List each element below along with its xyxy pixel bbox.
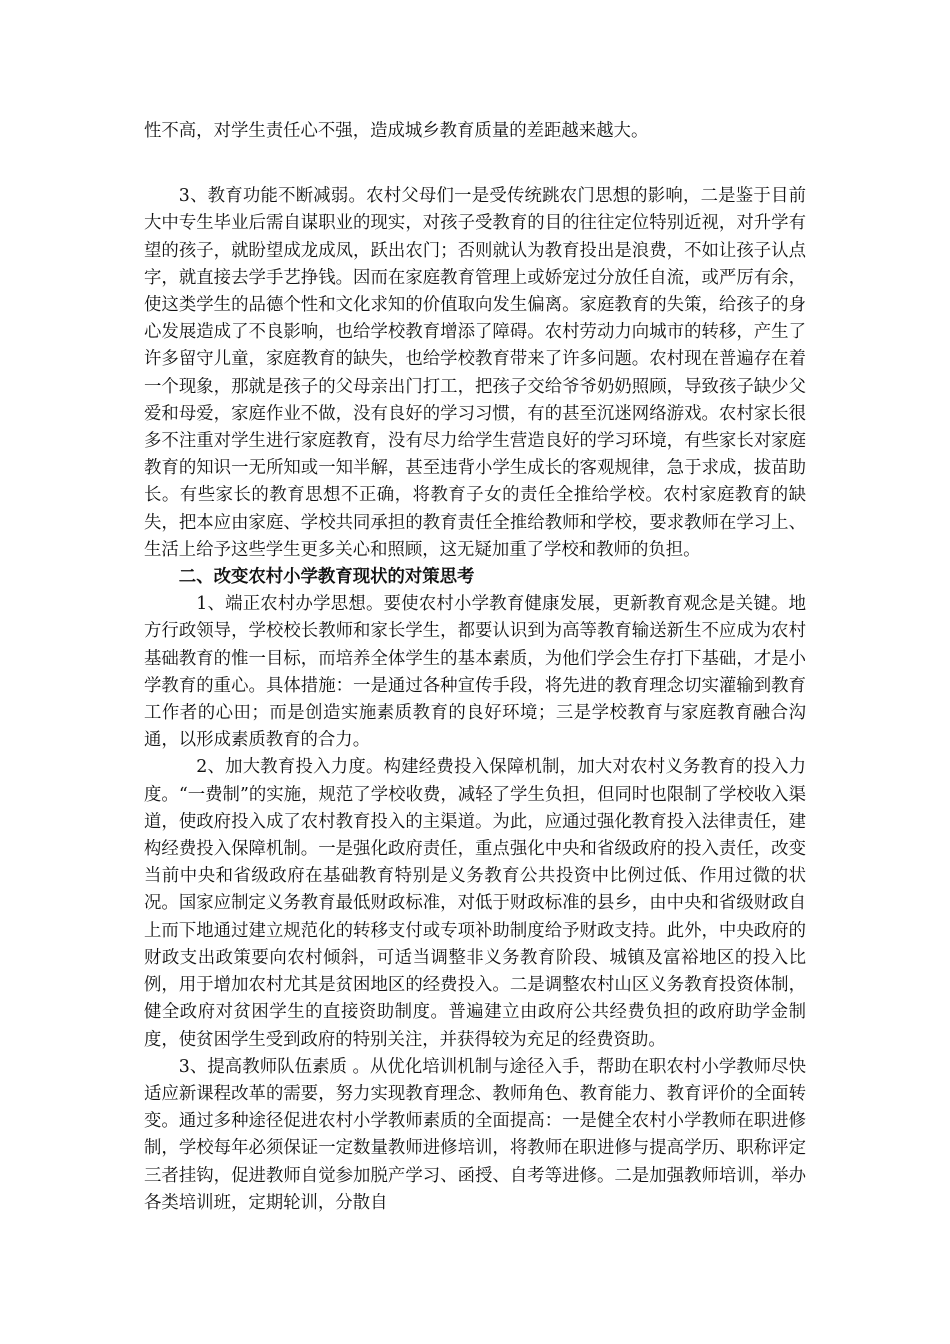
paragraph-continued: 性不高，对学生责任心不强，造成城乡教育质量的差距越来越大。 bbox=[144, 121, 649, 141]
paragraph-school-philosophy: 1、端正农村办学思想。要使农村小学教育健康发展，更新教育观念是关键。地方行政领导，学校校长教师和家长学生，都要认识到为高等教育输送新生不应成为农村基础教育的惟一目标，而培养全体学生的基本素质，为他们学会生存打下基础，才是小学教育的重心。具体措施：一是通过各种宣传手段，将先进的教育理念切实灌输到教育工作者的心田；而是创造实施素质教育的良好环境；三是学校教育与家庭教育融合沟通，以形成素质教育的合力。 bbox=[144, 594, 806, 751]
document-page bbox=[144, 118, 806, 1217]
paragraph-education-function: 3、教育功能不断减弱。农村父母们一是受传统跳农门思想的影响，二是鉴于目前大中专生毕业后需自谋职业的现实，对孩子受教育的目的往往定位特别近视，对升学有望的孩子，就盼望成龙成凤，跃出农门；否则就认为教育投出是浪费，不如让孩子认点字，就直接去学手艺挣钱。因而在家庭教育管理上或娇宠过分放任自流，或严厉有余，使这类学生的品德个性和文化求知的价值取向发生偏离。家庭教育的失策，给孩子的身心发展造成了不良影响，也给学校教育增添了障碍。农村劳动力向城市的转移，产生了许多留守儿童，家庭教育的缺失，也给学校教育带来了许多问题。农村现在普遍存在着一个现象，那就是孩子的父母亲出门打工，把孩子交给爷爷奶奶照顾，导致孩子缺少父爱和母爱，家庭作业不做，没有良好的学习习惯，有的甚至沉迷网络游戏。农村家长很多不注重对学生进行家庭教育，没有尽力给学生营造良好的学习环境，有些家长对家庭教育的知识一无所知或一知半解，甚至违背小学生成长的客观规律，急于求成，拔苗助长。有些家长的教育思想不正确，将教育子女的责任全推给学校。农村家庭教育的缺失，把本应由家庭、学校共同承担的教育责任全推给教师和学校，要求教师在学习上、生活上给予这些学生更多关心和照顾，这无疑加重了学校和教师的负担。 bbox=[144, 186, 806, 560]
paragraph-teacher-quality: 3、提高教师队伍素质 。从优化培训机制与途径入手，帮助在职农村小学教师尽快适应新课程改革的需要，努力实现教育理念、教师角色、教育能力、教育评价的全面转变。通过多种途径促进农村小学教师素质的全面提高：一是健全农村小学教师在职进修制，学校每年必须保证一定数量教师进修培训，将教师在职进修与提高学历、职称评定三者挂钩，促进教师自觉参加脱产学习、函授、自考等进修。二是加强教师培训，举办各类培训班，定期轮训，分散自 bbox=[144, 1056, 806, 1213]
section-heading: 二、改变农村小学教育现状的对策思考 bbox=[178, 567, 475, 588]
paragraph-investment: 2、加大教育投入力度。构建经费投入保障机制，加大对农村义务教育的投入力度。“一费制”的实施，规范了学校收费，减轻了学生负担，但同时也限制了学校收入渠道，使政府投入成了农村教育投入的主渠道。为此，应通过强化教育投入法律责任，建构经费投入保障机制。一是强化政府责任，重点强化中央和省级政府的投入责任，改变当前中央和省级政府在基础教育特别是义务教育公共投资中比例过低、作用过微的状况。国家应制定义务教育最低财政标准，对低于财政标准的县乡，由中央和省级财政自上而下地通过建立规范化的转移支付或专项补助制度给予财政支持。此外，中央政府的财政支出政策要向农村倾斜，可适当调整非义务教育阶段、城镇及富裕地区的投入比例，用于增加农村尤其是贫困地区的经费投入。二是调整农村山区义务教育投资体制，健全政府对贫困学生的直接资助制度。普遍建立由政府公共经费负担的政府助学金制度，使贫困学生受到政府的特别关注，并获得较为充足的经费资助。 bbox=[144, 757, 806, 1050]
